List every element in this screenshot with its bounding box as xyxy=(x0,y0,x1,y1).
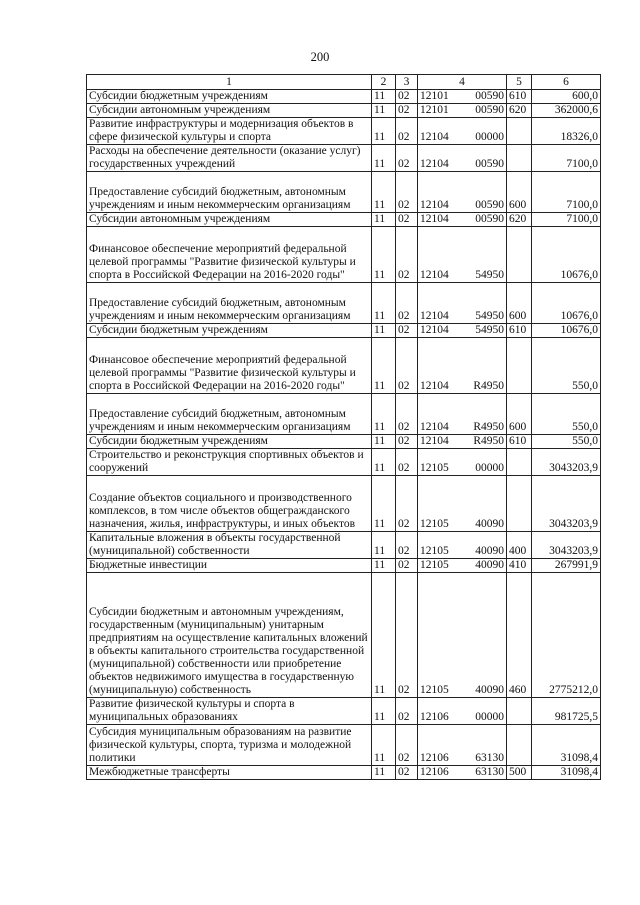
table-row xyxy=(87,90,601,104)
row-code-subsection-cell: 02 xyxy=(396,104,418,118)
row-code-section-cell: 11 xyxy=(372,766,396,780)
row-code-section-cell: 11 xyxy=(372,476,396,532)
target-code-part2: R4950 xyxy=(473,435,504,447)
row-code-type-cell xyxy=(507,725,532,766)
row-code-subsection-cell: 02 xyxy=(396,227,418,283)
target-code-part2: 00590 xyxy=(475,158,504,170)
row-name-cell: Субсидия муниципальным образованиям на развитие физической культуры, спорта, туризма и молодежной политики xyxy=(87,725,372,766)
row-code-section-cell: 11 xyxy=(372,324,396,338)
target-code-part1: 12104 xyxy=(420,421,449,433)
target-code-part2: 54950 xyxy=(475,310,504,322)
row-code-section-cell: 11 xyxy=(372,104,396,118)
table-row xyxy=(87,172,601,213)
row-amount-cell: 550,0 xyxy=(532,394,601,435)
target-code-part2: 00590 xyxy=(475,213,504,225)
row-code-section-cell: 11 xyxy=(372,725,396,766)
row-code-target-cell xyxy=(418,559,507,573)
table-row xyxy=(87,476,601,532)
table-row xyxy=(87,725,601,766)
row-name-cell: Создание объектов социального и производственного комплексов, в том числе объектов общегражданского назначения, жилья, инфраструктуры, и иных объектов xyxy=(87,476,372,532)
page-number: 200 xyxy=(310,50,330,64)
row-name-cell: Капитальные вложения в объекты государственной (муниципальной) собственности xyxy=(87,532,372,559)
row-amount-cell: 3043203,9 xyxy=(532,449,601,476)
row-code-target-cell xyxy=(418,104,507,118)
row-code-subsection-cell: 02 xyxy=(396,532,418,559)
row-amount-cell: 7100,0 xyxy=(532,172,601,213)
row-amount-cell: 18326,0 xyxy=(532,118,601,145)
row-code-section-cell: 11 xyxy=(372,573,396,698)
row-code-subsection-cell: 02 xyxy=(396,338,418,394)
target-code-part2: 00590 xyxy=(475,199,504,211)
target-code-part1: 12106 xyxy=(420,752,449,764)
row-code-section-cell: 11 xyxy=(372,283,396,324)
target-code-part2: 00000 xyxy=(475,711,504,723)
row-code-target-cell xyxy=(418,476,507,532)
column-header: 3 xyxy=(396,75,418,90)
row-code-type-cell xyxy=(507,698,532,725)
table-row xyxy=(87,449,601,476)
row-code-target-cell xyxy=(418,324,507,338)
row-code-section-cell: 11 xyxy=(372,435,396,449)
target-code-part2: R4950 xyxy=(473,380,504,392)
row-code-section-cell: 11 xyxy=(372,213,396,227)
row-code-section-cell: 11 xyxy=(372,698,396,725)
header-row xyxy=(87,75,601,90)
target-code-part1: 12106 xyxy=(420,711,449,723)
target-code-part1: 12105 xyxy=(420,684,449,696)
row-code-target-cell xyxy=(418,90,507,104)
row-code-section-cell: 11 xyxy=(372,172,396,213)
table-row xyxy=(87,283,601,324)
row-amount-cell: 550,0 xyxy=(532,338,601,394)
row-code-target-cell xyxy=(418,573,507,698)
row-code-section-cell: 11 xyxy=(372,559,396,573)
table-row xyxy=(87,394,601,435)
row-code-section-cell: 11 xyxy=(372,449,396,476)
target-code-part1: 12104 xyxy=(420,131,449,143)
row-code-section-cell: 11 xyxy=(372,532,396,559)
row-name-cell: Расходы на обеспечение деятельности (оказание услуг) государственных учреждений xyxy=(87,145,372,172)
table-row xyxy=(87,766,601,780)
target-code-part2: 00000 xyxy=(475,462,504,474)
table-row xyxy=(87,698,601,725)
target-code-part1: 12104 xyxy=(420,435,449,447)
row-amount-cell: 600,0 xyxy=(532,90,601,104)
row-code-target-cell xyxy=(418,435,507,449)
target-code-part1: 12105 xyxy=(420,559,449,571)
row-code-target-cell xyxy=(418,766,507,780)
row-name-cell: Предоставление субсидий бюджетным, автономным учреждениям и иным некоммерческим организациям xyxy=(87,172,372,213)
row-code-target-cell xyxy=(418,532,507,559)
row-code-subsection-cell: 02 xyxy=(396,766,418,780)
row-code-section-cell: 11 xyxy=(372,338,396,394)
row-amount-cell: 550,0 xyxy=(532,435,601,449)
target-code-part2: 40090 xyxy=(475,559,504,571)
row-code-subsection-cell: 02 xyxy=(396,394,418,435)
target-code-part2: 40090 xyxy=(475,684,504,696)
row-code-target-cell xyxy=(418,227,507,283)
row-code-section-cell: 11 xyxy=(372,394,396,435)
row-code-target-cell xyxy=(418,213,507,227)
row-amount-cell: 2775212,0 xyxy=(532,573,601,698)
row-code-subsection-cell: 02 xyxy=(396,118,418,145)
row-code-type-cell: 600 xyxy=(507,283,532,324)
row-amount-cell: 10676,0 xyxy=(532,283,601,324)
table-row xyxy=(87,227,601,283)
row-code-subsection-cell: 02 xyxy=(396,324,418,338)
target-code-part1: 12104 xyxy=(420,380,449,392)
row-code-subsection-cell: 02 xyxy=(396,698,418,725)
target-code-part1: 12101 xyxy=(420,90,449,102)
target-code-part2: 54950 xyxy=(475,269,504,281)
row-amount-cell: 267991,9 xyxy=(532,559,601,573)
row-name-cell: Финансовое обеспечение мероприятий федеральной целевой программы "Развитие физической культуры и спорта в Российской Федерации на 2016-2020 годы" xyxy=(87,227,372,283)
target-code-part1: 12105 xyxy=(420,518,449,530)
table-row xyxy=(87,573,601,698)
row-code-type-cell: 410 xyxy=(507,559,532,573)
table-row xyxy=(87,118,601,145)
column-header: 2 xyxy=(372,75,396,90)
table-row xyxy=(87,559,601,573)
row-code-section-cell: 11 xyxy=(372,227,396,283)
row-code-type-cell: 610 xyxy=(507,435,532,449)
target-code-part1: 12104 xyxy=(420,199,449,211)
table-row xyxy=(87,104,601,118)
row-code-target-cell xyxy=(418,118,507,145)
row-code-subsection-cell: 02 xyxy=(396,449,418,476)
target-code-part1: 12104 xyxy=(420,269,449,281)
row-amount-cell: 10676,0 xyxy=(532,227,601,283)
row-code-subsection-cell: 02 xyxy=(396,573,418,698)
row-code-target-cell xyxy=(418,394,507,435)
target-code-part2: R4950 xyxy=(473,421,504,433)
row-amount-cell: 31098,4 xyxy=(532,725,601,766)
row-name-cell: Межбюджетные трансферты xyxy=(87,766,372,780)
column-header: 1 xyxy=(87,75,372,90)
target-code-part2: 40090 xyxy=(475,545,504,557)
row-code-type-cell xyxy=(507,449,532,476)
target-code-part2: 00590 xyxy=(475,104,504,116)
target-code-part1: 12105 xyxy=(420,545,449,557)
target-code-part2: 00000 xyxy=(475,131,504,143)
row-name-cell: Предоставление субсидий бюджетным, автономным учреждениям и иным некоммерческим организациям xyxy=(87,394,372,435)
target-code-part2: 54950 xyxy=(475,324,504,336)
row-code-type-cell: 500 xyxy=(507,766,532,780)
row-amount-cell: 3043203,9 xyxy=(532,476,601,532)
row-amount-cell: 10676,0 xyxy=(532,324,601,338)
row-code-subsection-cell: 02 xyxy=(396,172,418,213)
row-name-cell: Субсидии автономным учреждениям xyxy=(87,104,372,118)
row-code-type-cell: 610 xyxy=(507,90,532,104)
target-code-part1: 12104 xyxy=(420,324,449,336)
table-row xyxy=(87,338,601,394)
row-code-subsection-cell: 02 xyxy=(396,145,418,172)
column-header: 5 xyxy=(507,75,532,90)
row-code-type-cell xyxy=(507,476,532,532)
row-code-subsection-cell: 02 xyxy=(396,90,418,104)
row-name-cell: Развитие физической культуры и спорта в муниципальных образованиях xyxy=(87,698,372,725)
row-code-target-cell xyxy=(418,145,507,172)
row-name-cell: Бюджетные инвестиции xyxy=(87,559,372,573)
table-row xyxy=(87,324,601,338)
row-code-type-cell: 460 xyxy=(507,573,532,698)
row-code-target-cell xyxy=(418,283,507,324)
row-amount-cell: 31098,4 xyxy=(532,766,601,780)
row-code-type-cell: 620 xyxy=(507,104,532,118)
row-code-subsection-cell: 02 xyxy=(396,725,418,766)
row-code-type-cell xyxy=(507,338,532,394)
target-code-part2: 63130 xyxy=(475,752,504,764)
row-code-type-cell xyxy=(507,145,532,172)
target-code-part1: 12105 xyxy=(420,462,449,474)
row-amount-cell: 362000,6 xyxy=(532,104,601,118)
row-code-subsection-cell: 02 xyxy=(396,476,418,532)
target-code-part1: 12106 xyxy=(420,766,449,778)
target-code-part1: 12104 xyxy=(420,213,449,225)
row-code-type-cell: 600 xyxy=(507,172,532,213)
target-code-part2: 40090 xyxy=(475,518,504,530)
row-amount-cell: 981725,5 xyxy=(532,698,601,725)
row-name-cell: Развитие инфраструктуры и модернизация объектов в сфере физической культуры и спорта xyxy=(87,118,372,145)
row-name-cell: Финансовое обеспечение мероприятий федеральной целевой программы "Развитие физической культуры и спорта в Российской Федерации на 2016-2020 годы" xyxy=(87,338,372,394)
row-code-subsection-cell: 02 xyxy=(396,213,418,227)
row-code-target-cell xyxy=(418,172,507,213)
row-name-cell: Субсидии бюджетным учреждениям xyxy=(87,435,372,449)
target-code-part1: 12101 xyxy=(420,104,449,116)
row-code-subsection-cell: 02 xyxy=(396,435,418,449)
table-row xyxy=(87,435,601,449)
row-code-type-cell: 610 xyxy=(507,324,532,338)
row-code-type-cell: 600 xyxy=(507,394,532,435)
column-header: 6 xyxy=(532,75,601,90)
row-code-section-cell: 11 xyxy=(372,118,396,145)
row-amount-cell: 7100,0 xyxy=(532,145,601,172)
row-name-cell: Предоставление субсидий бюджетным, автономным учреждениям и иным некоммерческим организациям xyxy=(87,283,372,324)
target-code-part1: 12104 xyxy=(420,158,449,170)
row-code-type-cell: 620 xyxy=(507,213,532,227)
target-code-part1: 12104 xyxy=(420,310,449,322)
table-row xyxy=(87,213,601,227)
table-row xyxy=(87,532,601,559)
row-amount-cell: 7100,0 xyxy=(532,213,601,227)
row-code-target-cell xyxy=(418,449,507,476)
column-header: 4 xyxy=(418,75,507,90)
row-code-section-cell: 11 xyxy=(372,145,396,172)
row-name-cell: Субсидии бюджетным учреждениям xyxy=(87,324,372,338)
row-code-target-cell xyxy=(418,725,507,766)
target-code-part2: 63130 xyxy=(475,766,504,778)
row-code-subsection-cell: 02 xyxy=(396,559,418,573)
row-code-subsection-cell: 02 xyxy=(396,283,418,324)
row-code-type-cell xyxy=(507,227,532,283)
target-code-part2: 00590 xyxy=(475,90,504,102)
row-code-target-cell xyxy=(418,698,507,725)
row-code-type-cell: 400 xyxy=(507,532,532,559)
budget-table xyxy=(86,74,601,780)
row-code-type-cell xyxy=(507,118,532,145)
row-amount-cell: 3043203,9 xyxy=(532,532,601,559)
row-code-target-cell xyxy=(418,338,507,394)
table-row xyxy=(87,145,601,172)
row-name-cell: Субсидии бюджетным и автономным учреждениям, государственным (муниципальным) унитарным предприятиям на осуществление капитальных вложений в объекты капитального строительства государственной (муниципальной) собственности или приобретение объектов недвижимого имущества в государственную (муниципальную) собственность xyxy=(87,573,372,698)
row-name-cell: Субсидии автономным учреждениям xyxy=(87,213,372,227)
row-name-cell: Субсидии бюджетным учреждениям xyxy=(87,90,372,104)
row-name-cell: Строительство и реконструкция спортивных объектов и сооружений xyxy=(87,449,372,476)
row-code-section-cell: 11 xyxy=(372,90,396,104)
